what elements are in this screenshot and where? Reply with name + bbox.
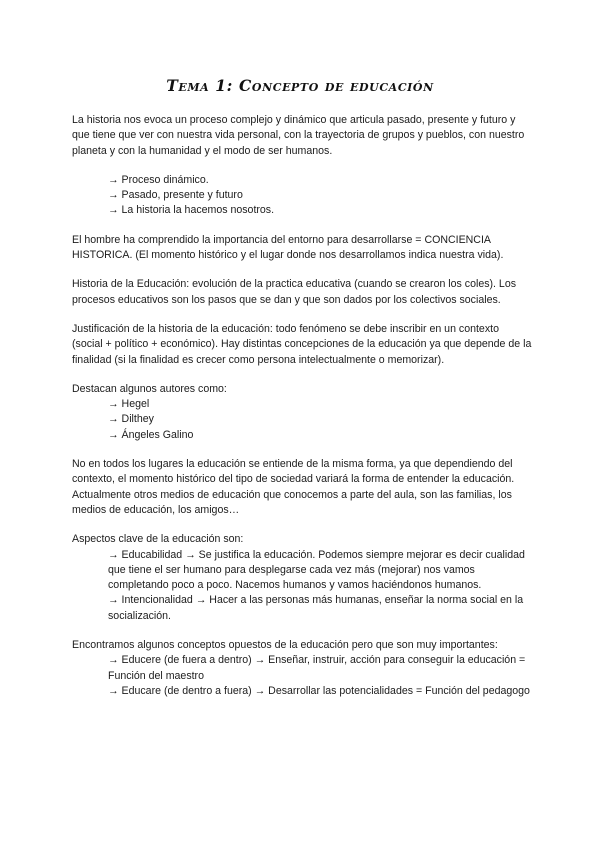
list-item: → Educere (de fuera a dentro) → Enseñar, instruir, acción para conseguir la educación = Función del maestro [108,654,526,682]
justificacion-paragraph: Justificación de la historia de la educación: todo fenómeno se debe inscribir en un contexto (social + político + económico). Hay distintas concepciones de la educación ya que depende de la finalidad (si la finalidad es crecer como persona intelectualmente o memorizar). [72,322,532,366]
list-item: → Pasado, presente y futuro [108,189,243,202]
list-item: → Proceso dinámico. [108,173,209,186]
page-title: Tema 1: Concepto de educación [166,76,434,95]
aspectos-list [108,548,532,624]
conciencia-historica-paragraph: El hombre ha comprendido la importancia del entorno para desarrollarse = CONCIENCIA HISTORICA. (El momento histórico y el lugar donde nos desarrollamos indica nuestra vida). [72,233,504,262]
aspectos-heading: Aspectos clave de la educación son: [72,533,244,546]
list-item: → Ángeles Galino [108,428,194,441]
autores-list [108,397,532,443]
key-points-list [108,173,532,219]
list-item: → Hegel [108,398,150,411]
contexto-paragraph: No en todos los lugares la educación se entiende de la misma forma, ya que dependiendo del contexto, el momento histórico del tipo de sociedad variará la forma de entender la educación. [72,458,515,486]
medios-paragraph: Actualmente otros medios de educación que conocemos a parte del aula, son las familias, los medios de educación, los amigos… [72,488,512,516]
list-item: → Educabilidad → Se justifica la educación. Podemos siempre mejorar es decir cualidad que tiene el ser humano para desplegarse cada vez más (mejorar) nos vamos completando poco a poco. Nacemos humanos y vamos haciéndonos humanos. [108,548,525,592]
list-item: → Dilthey [108,413,154,426]
historia-educacion-paragraph: Historia de la Educación: evolución de la practica educativa (cuando se crearon los coles). Los procesos educativos son los pasos que se dan y que son dados por los colectivos sociales. [72,278,517,306]
list-item: → Educare (de dentro a fuera) → Desarrollar las potencialidades = Función del pedagogo [108,684,530,697]
opuestos-heading: Encontramos algunos conceptos opuestos de la educación pero que son muy importantes: [72,639,498,652]
list-item: → La historia la hacemos nosotros. [108,204,275,217]
opuestos-list [108,653,532,699]
autores-heading: Destacan algunos autores como: [72,382,227,395]
intro-paragraph: La historia nos evoca un proceso complejo y dinámico que articula pasado, presente y futuro y que tiene que ver con nuestra vida personal, con la trayectoria de grupos y pueblos, con nuestro planeta y con la humanidad y el modo de ser humanos. [72,114,525,157]
list-item: → Intencionalidad → Hacer a las personas más humanas, enseñar la norma social en la socialización. [108,594,524,622]
document-body [72,113,532,713]
